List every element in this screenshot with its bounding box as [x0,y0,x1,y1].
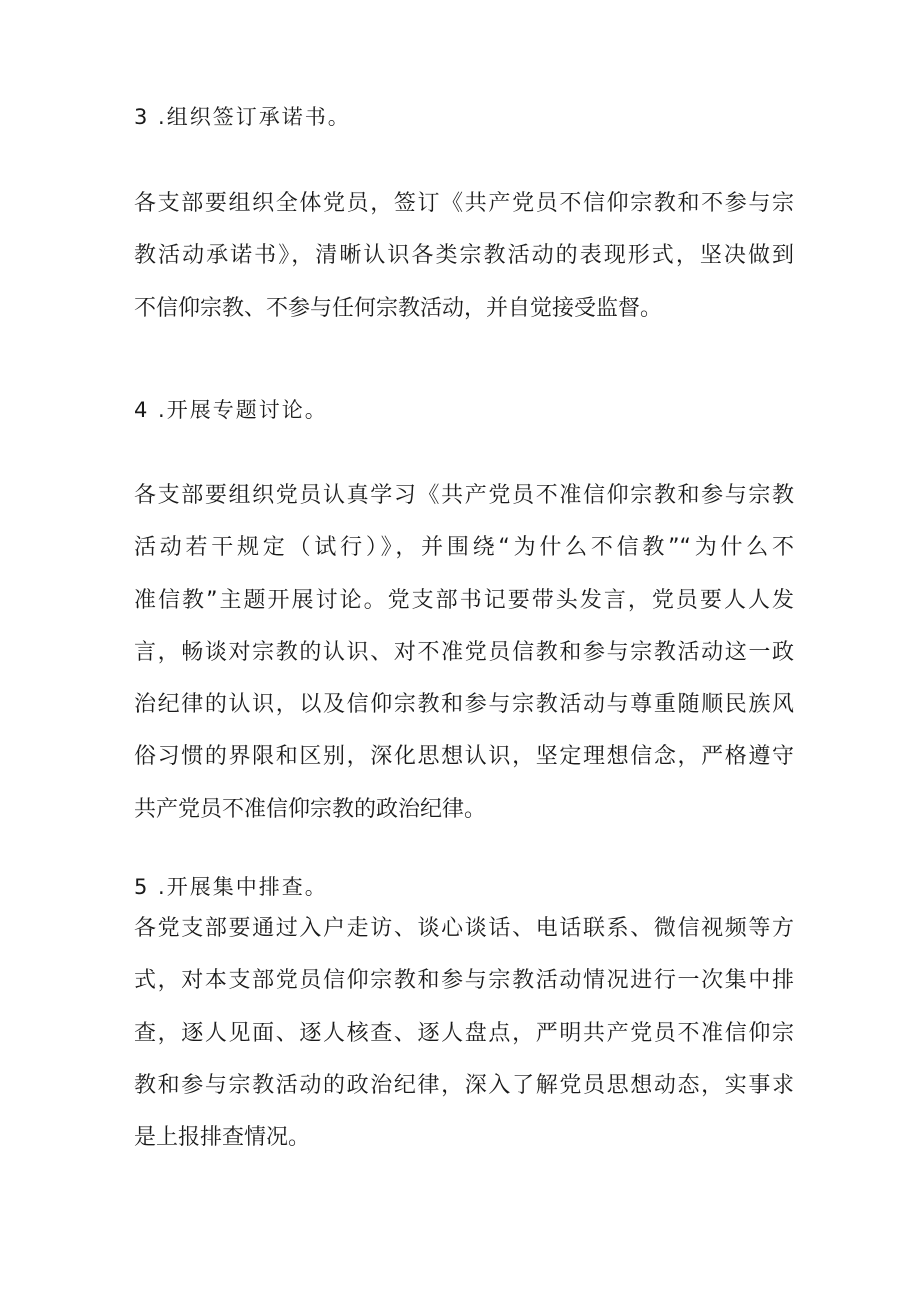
paragraph-line: 式，对本支部党员信仰宗教和参与宗教活动情况进行一次集中排 [134,968,794,994]
paragraph-line: 查，逐人见面、逐人核查、逐人盘点，严明共产党员不准信仰宗 [134,1020,794,1046]
paragraph-line: 不信仰宗教、不参与任何宗教活动，并自觉接受监督。 [134,295,663,321]
section-heading-3: 3 .组织签订承诺书。 [134,105,351,129]
section-heading-4: 4 .开展专题讨论。 [134,398,328,422]
paragraph-line: 俗习惯的界限和区别，深化思想认识，坚定理想信念，严格遵守 [134,744,794,770]
paragraph-line: 各党支部要通过入户走访、谈心谈话、电话联系、微信视频等方 [134,916,794,941]
section-paragraph-3 [134,189,794,346]
paragraph-line: 各支部要组织党员认真学习《共产党员不准信仰宗教和参与宗教 [134,483,794,508]
section-heading-5: 5 .开展集中排查。 [134,875,328,899]
paragraph-line: 教活动承诺书》，清晰认识各类宗教活动的表现形式，坚决做到 [134,243,794,269]
section-paragraph-4 [134,481,794,847]
paragraph-line: 教和参与宗教活动的政治纪律，深入了解党员思想动态，实事求 [134,1072,794,1098]
paragraph-line: 言，畅谈对宗教的认识、对不准党员信教和参与宗教活动这一政 [134,639,794,665]
section-paragraph-5 [134,914,794,1175]
paragraph-line: 各支部要组织全体党员，签订《共产党员不信仰宗教和不参与宗 [134,191,794,216]
paragraph-line: 准信教”主题开展讨论。党支部书记要带头发言，党员要人人发 [134,587,794,613]
paragraph-line: 治纪律的认识，以及信仰宗教和参与宗教活动与尊重随顺民族风 [134,692,794,718]
paragraph-line: 是上报排查情况。 [134,1125,311,1151]
paragraph-line: 活动若干规定（试行）》，并围绕“为什么不信教”“为什么不 [134,535,794,561]
paragraph-line: 共产党员不准信仰宗教的政治纪律。 [134,796,487,822]
